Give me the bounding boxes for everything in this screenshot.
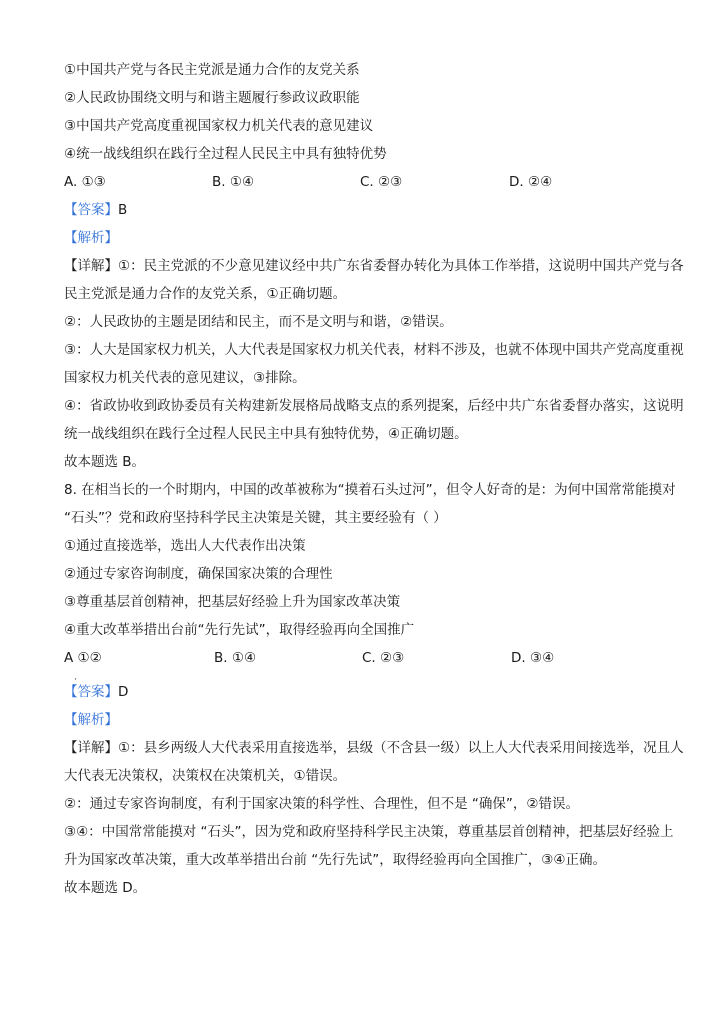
option-c: C. ②③ <box>362 650 405 666</box>
options-row <box>64 168 664 196</box>
question-stem: “石头”？党和政府坚持科学民主决策是关键，其主要经验有（ ） <box>64 510 447 526</box>
explanation-line: 大代表无决策权，决策权在决策机关，①错误。 <box>64 768 347 784</box>
conclusion-line: 故本题选 D。 <box>64 880 147 896</box>
explanation-line: ④：省政协收到政协委员有关构建新发展格局战略支点的系列提案，后经中共广东省委督办落实，这说明 <box>64 398 684 414</box>
answer-line <box>64 196 664 224</box>
explanation-line: 国家权力机关代表的意见建议，③排除。 <box>64 370 306 386</box>
explanation-line: 民主党派是通力合作的友党关系，①正确切题。 <box>64 286 347 302</box>
answer-tag: 【答案】 <box>64 684 118 700</box>
conclusion-line: 故本题选 B。 <box>64 454 146 470</box>
statement-4: ④统一战线组织在践行全过程人民民主中具有独特优势 <box>64 146 387 162</box>
analysis-line <box>64 224 664 252</box>
answer-line <box>64 678 664 706</box>
answer-tag: 【答案】 <box>64 202 118 218</box>
statement-1: ①通过直接选举，选出人大代表作出决策 <box>64 538 306 554</box>
analysis-tag: 【解析】 <box>64 230 118 246</box>
answer-value: D <box>118 684 129 700</box>
option-b: B. ①④ <box>214 650 257 666</box>
statement-2: ②人民政协围绕文明与和谐主题履行参政议政职能 <box>64 90 360 106</box>
analysis-tag: 【解析】 <box>64 712 118 728</box>
explanation-line: ②：人民政协的主题是团结和民主，而不是文明与和谐，②错误。 <box>64 314 453 330</box>
option-a: A ①② <box>64 650 102 666</box>
statement-3: ③中国共产党高度重视国家权力机关代表的意见建议 <box>64 118 374 134</box>
answer-value: B <box>118 202 128 218</box>
option-b: B. ①④ <box>212 174 255 190</box>
option-d: D. ③④ <box>511 650 555 666</box>
explanation-line: ②：通过专家咨询制度，有利于国家决策的科学性、合理性，但不是 “确保”，②错误。 <box>64 796 579 812</box>
statement-3: ③尊重基层首创精神，把基层好经验上升为国家改革决策 <box>64 594 401 610</box>
explanation-text: ①：民主党派的不少意见建议经中共广东省委督办转化为具体工作举措，这说明中国共产党与各 <box>118 258 684 274</box>
explanation-line: ③④：中国常常能摸对 “石头”，因为党和政府坚持科学民主决策，尊重基层首创精神，把基层好经验上 <box>64 824 674 840</box>
option-c: C. ②③ <box>360 174 403 190</box>
explanation-line <box>64 734 684 762</box>
detail-tag: 【详解】 <box>64 740 118 756</box>
options-row <box>64 644 664 685</box>
statement-4: ④重大改革举措出台前“先行先试”，取得经验再向全国推广 <box>64 622 415 638</box>
option-d: D. ②④ <box>509 174 553 190</box>
detail-tag: 【详解】 <box>64 258 118 274</box>
analysis-line <box>64 706 664 734</box>
explanation-text: ①：县乡两级人大代表采用直接选举，县级（不含县一级）以上人大代表采用间接选举，况且人 <box>118 740 684 756</box>
stray-dot: · <box>74 675 77 685</box>
question-stem: 8. 在相当长的一个时期内，中国的改革被称为“摸着石头过河”，但令人好奇的是：为何中国常常能摸对 <box>64 482 676 498</box>
statement-1: ①中国共产党与各民主党派是通力合作的友党关系 <box>64 62 360 78</box>
explanation-line <box>64 252 684 280</box>
statement-2: ②通过专家咨询制度，确保国家决策的合理性 <box>64 566 333 582</box>
explanation-line: 统一战线组织在践行全过程人民民主中具有独特优势，④正确切题。 <box>64 426 468 442</box>
option-a: A. ①③ <box>64 174 106 190</box>
explanation-line: ③：人大是国家权力机关，人大代表是国家权力机关代表，材料不涉及，也就不体现中国共产党高度重视 <box>64 342 684 358</box>
explanation-line: 升为国家改革决策，重大改革举措出台前 “先行先试”，取得经验再向全国推广，③④正确。 <box>64 852 606 868</box>
document-page <box>64 56 684 902</box>
